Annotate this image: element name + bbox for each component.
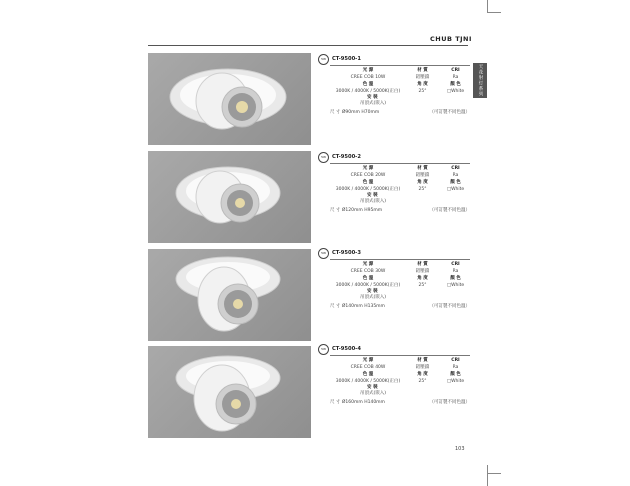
value-size: Ø140mm H135mm <box>341 303 385 309</box>
label-mount: 安 裝 <box>367 384 378 390</box>
model-number: CT-9500-3 <box>332 250 361 256</box>
label-color: 顏 色 <box>450 275 461 281</box>
value-color: □White <box>446 282 465 288</box>
label-color: 顏 色 <box>450 371 461 377</box>
crop-mark <box>487 12 501 13</box>
wattage-badge: 5W <box>318 152 329 163</box>
product-spec <box>318 247 470 310</box>
label-color: 顏 色 <box>450 81 461 87</box>
value-light-source: CREE COB 20W <box>350 172 386 178</box>
side-tab: 天花射灯系列 <box>473 63 487 98</box>
label-light-source: 光 源 <box>362 261 374 267</box>
value-material: 鋁壓鑄 <box>415 268 430 274</box>
value-cri: Ra <box>452 268 459 274</box>
product-spec <box>318 343 470 406</box>
label-color: 顏 色 <box>450 179 461 185</box>
downlight-icon <box>148 346 311 438</box>
model-number: CT-9500-4 <box>332 346 361 352</box>
value-light-source: CREE COB 30W <box>350 268 386 274</box>
downlight-icon <box>148 249 311 341</box>
header-rule <box>148 45 468 46</box>
value-color-temp: 3000K / 4000K / 5000K(正白) <box>335 282 401 288</box>
label-color-temp: 色 溫 <box>362 371 374 377</box>
value-angle: 25° <box>418 88 427 94</box>
value-light-source: CREE COB 40W <box>350 364 386 370</box>
value-size: Ø160mm H140mm <box>341 399 385 405</box>
value-size: Ø120mm H95mm <box>341 207 383 213</box>
label-material: 材 質 <box>417 67 428 73</box>
custom-note: （可訂製不同色溫） <box>429 207 470 213</box>
label-angle: 角 度 <box>417 371 428 377</box>
page-number: 103 <box>455 446 465 452</box>
value-color: □White <box>446 186 465 192</box>
value-color: □White <box>446 378 465 384</box>
value-material: 鋁壓鑄 <box>415 172 430 178</box>
value-mount: 吊頂式(嵌入) <box>360 100 387 106</box>
label-material: 材 質 <box>417 357 428 363</box>
value-cri: Ra <box>452 364 459 370</box>
custom-note: （可訂製不同色溫） <box>429 399 470 405</box>
label-light-source: 光 源 <box>362 165 374 171</box>
product-photo <box>148 53 311 145</box>
wattage-badge: 5W <box>318 54 329 65</box>
label-material: 材 質 <box>417 261 428 267</box>
label-light-source: 光 源 <box>362 67 374 73</box>
label-color-temp: 色 溫 <box>362 179 374 185</box>
value-cri: Ra <box>452 74 459 80</box>
crop-mark <box>487 0 488 12</box>
value-cri: Ra <box>452 172 459 178</box>
brand-logo: CHUB TJNI <box>430 35 472 43</box>
wattage-badge: 5W <box>318 344 329 355</box>
value-light-source: CREE COB 10W <box>350 74 386 80</box>
label-size: 尺 寸 <box>330 303 341 309</box>
label-angle: 角 度 <box>417 179 428 185</box>
model-number: CT-9500-2 <box>332 154 361 160</box>
value-color-temp: 3000K / 4000K / 5000K(正白) <box>335 88 401 94</box>
product-photo <box>148 151 311 243</box>
label-angle: 角 度 <box>417 275 428 281</box>
label-color-temp: 色 溫 <box>362 81 374 87</box>
product-photo <box>148 346 311 438</box>
label-mount: 安 裝 <box>367 94 378 100</box>
label-cri: CRI <box>451 261 460 267</box>
label-color-temp: 色 溫 <box>362 275 374 281</box>
value-color-temp: 3000K / 4000K / 5000K(正白) <box>335 378 401 384</box>
downlight-icon <box>148 53 311 145</box>
label-cri: CRI <box>451 165 460 171</box>
crop-mark <box>487 473 501 474</box>
label-mount: 安 裝 <box>367 192 378 198</box>
value-material: 鋁壓鑄 <box>415 74 430 80</box>
value-angle: 25° <box>418 378 427 384</box>
value-angle: 25° <box>418 186 427 192</box>
value-mount: 吊頂式(嵌入) <box>360 390 387 396</box>
wattage-badge: 5W <box>318 248 329 259</box>
label-size: 尺 寸 <box>330 207 341 213</box>
label-light-source: 光 源 <box>362 357 374 363</box>
value-color: □White <box>446 88 465 94</box>
product-spec <box>318 53 470 116</box>
model-number: CT-9500-1 <box>332 56 361 62</box>
label-size: 尺 寸 <box>330 109 341 115</box>
value-color-temp: 3000K / 4000K / 5000K(正白) <box>335 186 401 192</box>
crop-mark <box>487 465 488 486</box>
custom-note: （可訂製不同色溫） <box>429 109 470 115</box>
label-cri: CRI <box>451 357 460 363</box>
label-mount: 安 裝 <box>367 288 378 294</box>
value-mount: 吊頂式(嵌入) <box>360 198 387 204</box>
label-material: 材 質 <box>417 165 428 171</box>
label-angle: 角 度 <box>417 81 428 87</box>
value-size: Ø90mm H70mm <box>341 109 380 115</box>
product-spec <box>318 151 470 214</box>
downlight-icon <box>148 151 311 243</box>
value-mount: 吊頂式(嵌入) <box>360 294 387 300</box>
custom-note: （可訂製不同色溫） <box>429 303 470 309</box>
value-angle: 25° <box>418 282 427 288</box>
value-material: 鋁壓鑄 <box>415 364 430 370</box>
product-photo <box>148 249 311 341</box>
label-cri: CRI <box>451 67 460 73</box>
label-size: 尺 寸 <box>330 399 341 405</box>
